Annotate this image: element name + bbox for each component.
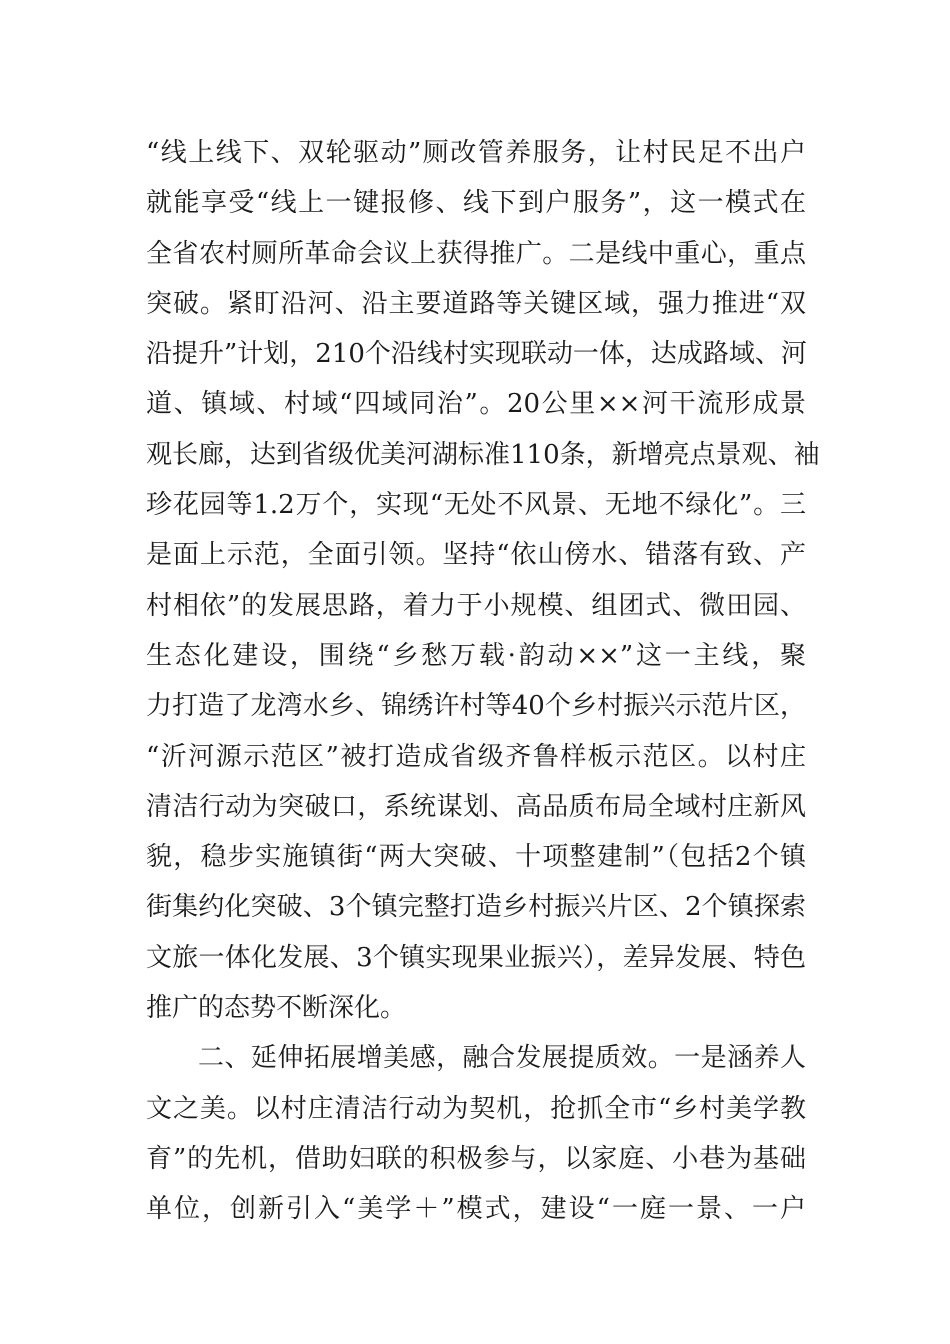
text-line: 全省农村厕所革命会议上获得推广。二是线中重心，重点 <box>146 238 806 269</box>
text-line: 村相依”的发展思路，着力于小规模、组团式、微田园、 <box>146 590 806 621</box>
text-line: 观长廊，达到省级优美河湖标准110条，新增亮点景观、袖 <box>146 439 820 470</box>
text-line: 力打造了龙湾水乡、锦绣许村等40个乡村振兴示范片区， <box>146 691 806 722</box>
text-line: 街集约化突破、3个镇完整打造乡村振兴片区、2个镇探索 <box>146 892 806 923</box>
text-line: 是面上示范，全面引领。坚持“依山傍水、错落有致、产 <box>146 540 806 571</box>
text-line: 育”的先机，借助妇联的积极参与，以家庭、小巷为基础 <box>146 1143 806 1174</box>
text-line: “线上线下、双轮驱动”厕改管养服务，让村民足不出户 <box>146 138 806 168</box>
paragraph <box>146 1033 806 1234</box>
text-line: 就能享受“线上一键报修、线下到户服务”，这一模式在 <box>146 188 806 219</box>
text-line: 文旅一体化发展、3个镇实现果业振兴），差异发展、特色 <box>146 942 806 973</box>
text-line: 道、镇域、村域“四域同治”。20公里××河干流形成景 <box>146 389 806 420</box>
paragraph <box>146 128 820 1033</box>
text-line: 突破。紧盯沿河、沿主要道路等关键区域，强力推进“双 <box>146 288 806 319</box>
text-line: 貌，稳步实施镇街“两大突破、十项整建制”（包括2个镇 <box>146 842 806 873</box>
text-line: 文之美。以村庄清洁行动为契机，抢抓全市“乡村美学教 <box>146 1093 806 1124</box>
text-line: 生态化建设，围绕“乡愁万载·韵动××”这一主线，聚 <box>146 640 806 671</box>
document-body <box>146 128 820 1235</box>
text-line: 二、延伸拓展增美感，融合发展提质效。一是涵养人 <box>198 1043 806 1074</box>
text-line: 单位，创新引入“美学＋”模式，建设“一庭一景、一户 <box>146 1194 806 1225</box>
text-line: 珍花园等1.2万个，实现“无处不风景、无地不绿化”。三 <box>146 490 806 521</box>
text-line: 沿提升”计划，210个沿线村实现联动一体，达成路域、河 <box>146 339 807 370</box>
text-line: “沂河源示范区”被打造成省级齐鲁样板示范区。以村庄 <box>146 741 806 772</box>
text-line: 清洁行动为突破口，系统谋划、高品质布局全域村庄新风 <box>146 791 806 822</box>
text-line: 推广的态势不断深化。 <box>146 993 407 1024</box>
